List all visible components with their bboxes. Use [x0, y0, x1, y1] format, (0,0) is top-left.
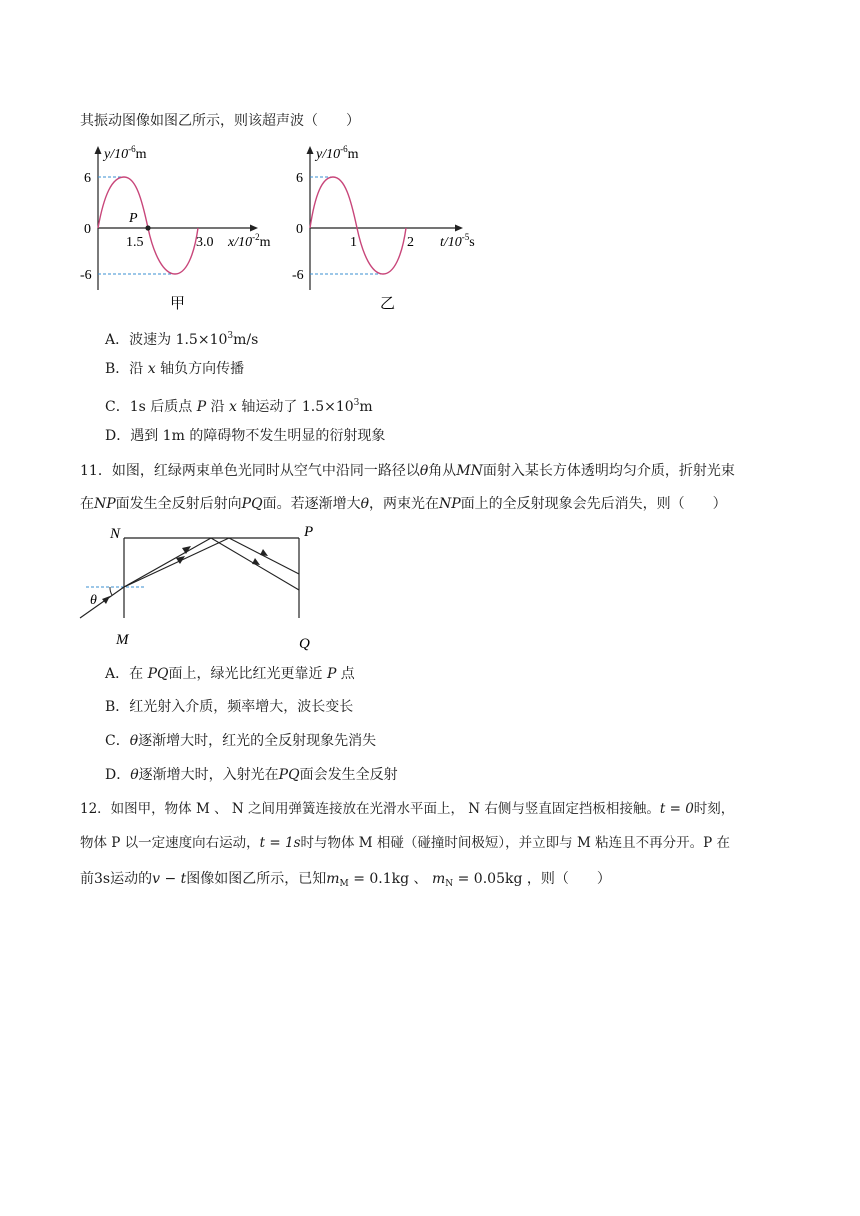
y-axis-label: y/10	[316, 147, 341, 162]
y-axis-unit: m	[347, 147, 359, 162]
svg-text:t/10-5s	[440, 232, 475, 250]
y-axis-exp: -6	[340, 144, 348, 154]
label-p: P	[304, 524, 314, 540]
y-tick-bottom: -6	[292, 268, 304, 283]
q12-stem-line2: 物体 P 以一定速度向右运动，t = 1s时与物体 M 相碰（碰撞时间极短），并立即与 M 粘连且不再分开。P 在	[80, 835, 730, 851]
x-tick-1: 1	[350, 235, 357, 250]
svg-text:y/10-6m	[314, 144, 359, 162]
label-m: M	[116, 632, 129, 648]
point-p	[145, 225, 150, 230]
vibration-graph-yi	[290, 140, 500, 315]
label-theta: θ	[90, 593, 97, 608]
y-tick-top: 6	[84, 171, 91, 186]
q11-option-c[interactable]: C．θ逐渐增大时，红光的全反射现象先消失	[105, 733, 377, 749]
y-axis-unit: m	[135, 147, 147, 162]
x-axis-label: t/10	[440, 235, 462, 250]
x-tick-2: 2	[407, 235, 414, 250]
vibration-curve	[310, 177, 406, 274]
svg-text:x/10-2m	[227, 232, 271, 250]
label-n: N	[110, 526, 121, 542]
caption-yi: 乙	[380, 296, 396, 312]
q11-stem-line2: 在NP面发生全反射后射向PQ面。若逐渐增大θ，两束光在NP面上的全反射现象会先后消失，则（ ）	[80, 496, 727, 512]
origin-label: 0	[84, 222, 91, 237]
q10-option-d[interactable]: D．遇到 1m 的障碍物不发生明显的衍射现象	[105, 428, 386, 444]
y-axis-exp: -6	[128, 144, 136, 154]
y-tick-top: 6	[296, 171, 303, 186]
q10-option-a[interactable]: A．波速为 $1.5\times 10^3m/s$	[105, 331, 259, 348]
q10-option-c[interactable]: C．1s 后质点 P 沿 x 轴运动了 $1.5\times 10^3m$	[105, 398, 373, 415]
q10-option-b[interactable]: B．沿 x 轴负方向传播	[105, 361, 245, 377]
q12-stem-line3: 前3s运动的v − t图像如图乙所示，已知$m_M = 0.1kg$ 、 $m_N = 0.05kg$ ，则（ ）	[80, 871, 611, 889]
x-axis-exp: -2	[252, 232, 260, 242]
point-p-label: P	[129, 211, 138, 226]
q11-option-b[interactable]: B．红光射入介质，频率增大，波长变长	[105, 699, 354, 715]
x-tick-2: 3.0	[196, 235, 214, 250]
svg-text:y/10-6m	[102, 144, 147, 162]
x-tick-1: 1.5	[126, 235, 144, 250]
caption-jia: 甲	[170, 296, 186, 312]
x-axis-unit: s	[469, 235, 475, 250]
label-q: Q	[299, 636, 310, 652]
q11-option-d[interactable]: D．θ逐渐增大时，入射光在PQ面会发生全反射	[105, 767, 398, 783]
x-axis-label: x/10	[228, 235, 253, 250]
wave-graph-jia	[78, 140, 288, 315]
x-axis-exp: -5	[461, 232, 470, 242]
question-intro: 其振动图像如图乙所示，则该超声波（ ）	[80, 113, 360, 129]
y-axis-label: y/10	[104, 147, 129, 162]
q11-option-a[interactable]: A．在 PQ面上，绿光比红光更靠近 P 点	[105, 666, 355, 682]
q12-stem-line1: 12．如图甲，物体 M 、 N 之间用弹簧连接放在光滑水平面上， N 右侧与竖直固定挡板相接触。t = 0时刻，	[80, 801, 735, 817]
origin-label: 0	[296, 222, 303, 237]
q11-prism-diagram	[76, 520, 336, 655]
q11-stem-line1: 11．如图，红绿两束单色光同时从空气中沿同一路径以θ角从MN面射入某长方体透明均匀介质，折射光束	[80, 463, 735, 479]
y-tick-bottom: -6	[80, 268, 92, 283]
x-axis-unit: m	[259, 235, 271, 250]
